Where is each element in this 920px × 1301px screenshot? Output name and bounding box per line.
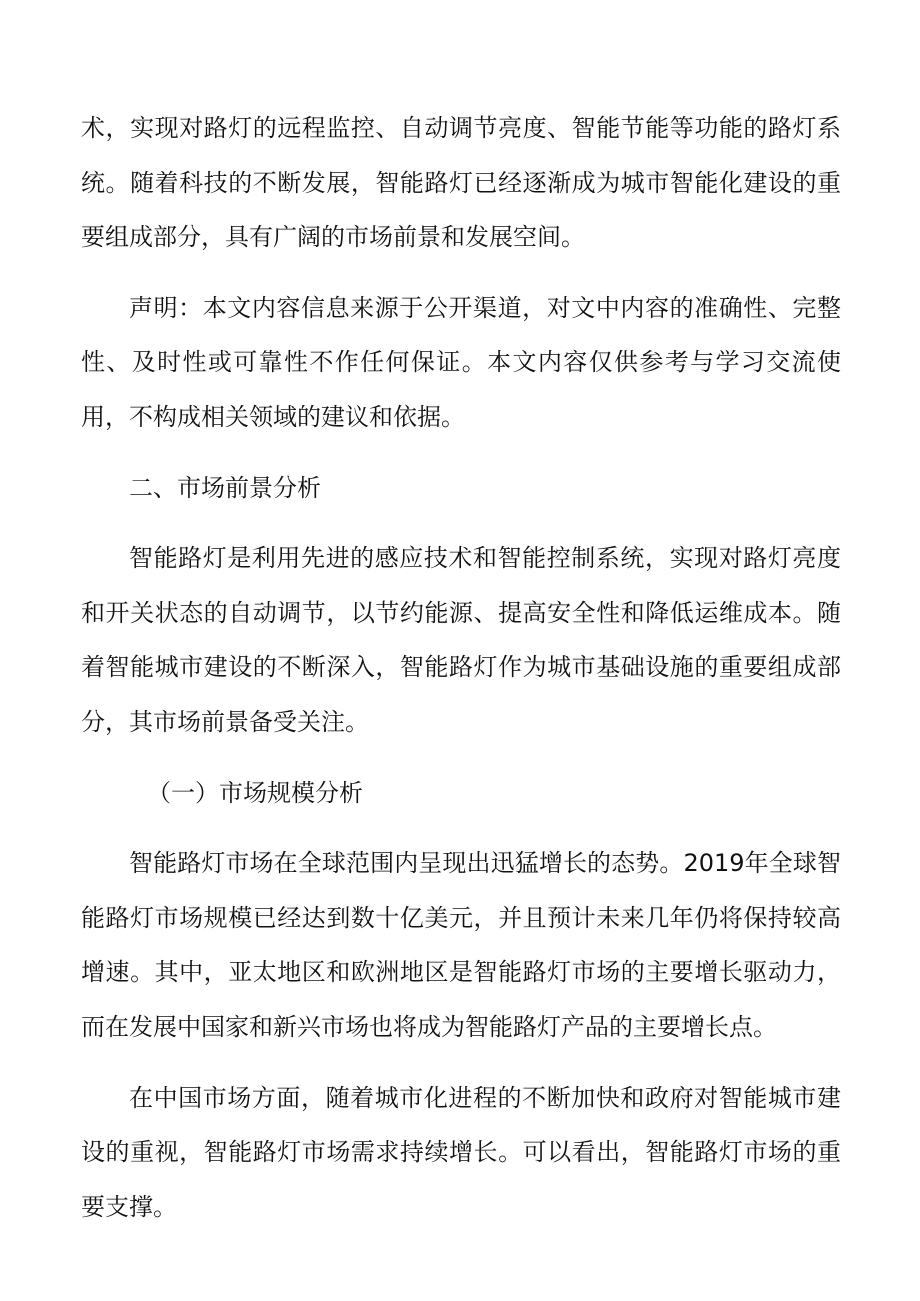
document-page <box>81 101 841 1234</box>
paragraph-gap <box>81 515 841 531</box>
paragraph-gap <box>81 820 841 836</box>
paragraph-gap <box>81 265 841 281</box>
paragraph-market-outlook: 智能路灯是利用先进的感应技术和智能控制系统，实现对路灯亮度和开关状态的自动调节，以节约能源、提高安全性和降低运维成本。随着智能城市建设的不断深入，智能路灯作为城市基础设施的重要组成部分，其市场前景备受关注。 <box>81 544 841 736</box>
paragraph-intro-continuation: 术，实现对路灯的远程监控、自动调节亮度、智能节能等功能的路灯系统。随着科技的不断发展，智能路灯已经逐渐成为城市智能化建设的重要组成部分，具有广阔的市场前景和发展空间。 <box>81 114 841 252</box>
paragraph-global-market: 智能路灯市场在全球范围内呈现出迅猛增长的态势。2019年全球智能路灯市场规模已经达到数十亿美元，并且预计未来几年仍将保持较高增速。其中，亚太地区和欧洲地区是智能路灯市场的主要增长驱动力，而在发展中国家和新兴市场也将成为智能路灯产品的主要增长点。 <box>81 849 841 1041</box>
paragraph-disclaimer: 声明：本文内容信息来源于公开渠道，对文中内容的准确性、完整性、及时性或可靠性不作任何保证。本文内容仅供参考与学习交流使用，不构成相关领域的建议和依据。 <box>81 293 841 431</box>
paragraph-gap <box>81 750 841 766</box>
paragraph-gap <box>81 1055 841 1071</box>
paragraph-gap <box>81 445 841 461</box>
section-heading-market-outlook: 二、市场前景分析 <box>129 473 321 502</box>
paragraph-china-market: 在中国市场方面，随着城市化进程的不断加快和政府对智能城市建设的重视，智能路灯市场需求持续增长。可以看出，智能路灯市场的重要支撑。 <box>81 1083 841 1221</box>
subsection-heading-market-size: （一）市场规模分析 <box>147 778 363 807</box>
